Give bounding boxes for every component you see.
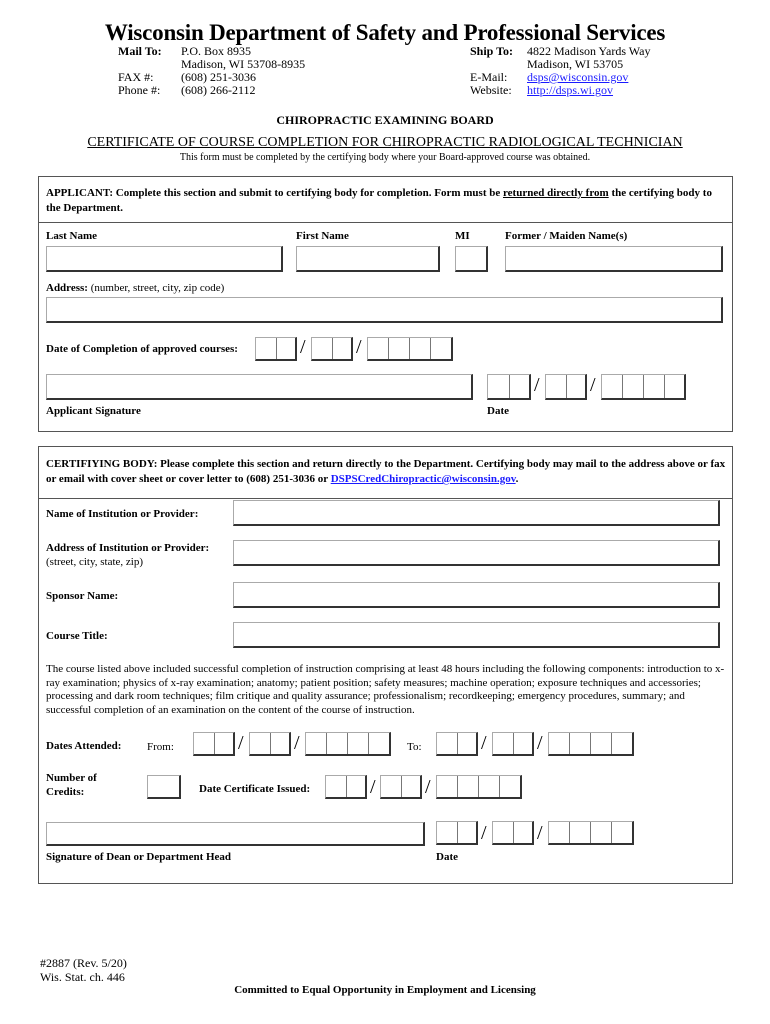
dean-signature-label: Signature of Dean or Department Head [46, 851, 232, 863]
institution-address-label: Address of Institution or Provider: [46, 542, 210, 554]
from-month-input[interactable] [193, 732, 235, 756]
first-name-input[interactable] [296, 246, 440, 272]
date-slash: / [481, 822, 487, 844]
from-label: From: [147, 741, 174, 753]
dates-attended-label: Dates Attended: [46, 740, 122, 752]
dean-date-day-input[interactable] [492, 821, 534, 845]
course-title-input[interactable] [233, 622, 720, 648]
date-slash: / [425, 776, 431, 798]
subtitle: This form must be completed by the certifying body where your Board-approved course was obtained. [179, 152, 591, 163]
institution-label: Name of Institution or Provider: [46, 508, 199, 520]
board-name: CHIROPRACTIC EXAMINING BOARD [276, 113, 494, 127]
mi-input[interactable] [455, 246, 488, 272]
statute: Wis. Stat. ch. 446 [40, 970, 125, 984]
dean-signature-input[interactable] [46, 822, 425, 846]
applicant-date-label: Date [487, 405, 509, 417]
date-slash: / [370, 776, 376, 798]
applicant-instructions: APPLICANT: Complete this section and submit to certifying body for completion. Form must be returned directly from the certifying body to the Department. [46, 187, 712, 214]
dean-date-year-input[interactable] [548, 821, 634, 845]
ship-to-line1: 4822 Madison Yards Way [527, 44, 651, 58]
date-slash: / [534, 374, 540, 396]
mail-to-line1: P.O. Box 8935 [181, 44, 252, 58]
ship-to-line2: Madison, WI 53705 [527, 57, 624, 71]
address-input[interactable] [46, 297, 723, 323]
applicant-signature-label: Applicant Signature [46, 405, 141, 417]
sponsor-label: Sponsor Name: [46, 590, 119, 602]
credits-input[interactable] [147, 775, 181, 799]
address-label-group: Address: (number, street, city, zip code) [46, 282, 225, 294]
ship-to-label: Ship To: [470, 44, 514, 58]
last-name-input[interactable] [46, 246, 283, 272]
page-title: Wisconsin Department of Safety and Professional Services [104, 20, 666, 45]
date-slash: / [300, 336, 306, 358]
institution-address-hint: (street, city, state, zip) [46, 556, 144, 568]
to-month-input[interactable] [436, 732, 478, 756]
former-name-label: Former / Maiden Name(s) [505, 230, 628, 242]
website-link[interactable]: http://dsps.wi.gov [527, 83, 614, 97]
mail-to-label: Mail To: [118, 44, 162, 58]
certifying-email-link[interactable]: DSPSCredChiropractic@wisconsin.gov [330, 473, 516, 485]
fax-value: (608) 251-3036 [181, 70, 256, 84]
to-year-input[interactable] [548, 732, 634, 756]
fax-label: FAX #: [118, 70, 154, 84]
institution-input[interactable] [233, 500, 720, 526]
phone-value: (608) 266-2112 [181, 83, 256, 97]
date-slash: / [356, 336, 362, 358]
applicant-date-month-input[interactable] [487, 374, 531, 400]
date-slash: / [537, 732, 543, 754]
issued-month-input[interactable] [325, 775, 367, 799]
certifying-instructions: CERTIFIYING BODY: Please complete this section and return directly to the Department. Certifying body may mail to the address above or fax or email with cover sheet or cover letter to (608) 251-3036 or DSPSCredChiropractic@wisconsin.gov. [46, 458, 726, 485]
date-issued-label: Date Certificate Issued: [199, 783, 311, 795]
course-description: The course listed above included successful completion of instruction comprising at least 48 hours including the following components: introduction to x-ray examination; physics of x-ray examination; anatomy; patient position; safety measures; machine operation; exposure techniques and accessories; processing and dark room techniques; film critique and quality assurance; professionalism; recordkeeping; emergency procedures, summary; and successful completion of an examination on the content of the course of instruction. [46, 663, 725, 716]
completion-month-input[interactable] [255, 337, 297, 361]
phone-label: Phone #: [118, 83, 161, 97]
completion-date-label: Date of Completion of approved courses: [46, 343, 238, 355]
former-name-input[interactable] [505, 246, 723, 272]
equal-opportunity-statement: Committed to Equal Opportunity in Employment and Licensing [234, 984, 536, 996]
applicant-date-year-input[interactable] [601, 374, 686, 400]
credits-label-2: Credits: [46, 786, 85, 798]
institution-address-input[interactable] [233, 540, 720, 566]
first-name-label: First Name [296, 230, 349, 242]
email-link[interactable]: dsps@wisconsin.gov [527, 70, 629, 84]
applicant-date-day-input[interactable] [545, 374, 587, 400]
website-label: Website: [470, 83, 512, 97]
course-title-label: Course Title: [46, 630, 108, 642]
date-slash: / [238, 732, 244, 754]
to-label: To: [407, 741, 422, 753]
date-slash: / [481, 732, 487, 754]
form-number: #2887 (Rev. 5/20) [40, 956, 127, 970]
from-year-input[interactable] [305, 732, 391, 756]
email-label: E-Mail: [470, 70, 508, 84]
date-slash: / [294, 732, 300, 754]
credits-label-1: Number of [46, 772, 97, 784]
sponsor-input[interactable] [233, 582, 720, 608]
issued-year-input[interactable] [436, 775, 522, 799]
issued-day-input[interactable] [380, 775, 422, 799]
certificate-title: CERTIFICATE OF COURSE COMPLETION FOR CHIROPRACTIC RADIOLOGICAL TECHNICIAN [87, 135, 683, 150]
mail-to-line2: Madison, WI 53708-8935 [181, 57, 306, 71]
completion-day-input[interactable] [311, 337, 353, 361]
applicant-signature-input[interactable] [46, 374, 473, 400]
date-slash: / [537, 822, 543, 844]
last-name-label: Last Name [46, 230, 98, 242]
completion-year-input[interactable] [367, 337, 453, 361]
mi-label: MI [455, 230, 470, 242]
date-slash: / [590, 374, 596, 396]
dean-date-month-input[interactable] [436, 821, 478, 845]
from-day-input[interactable] [249, 732, 291, 756]
dean-date-label: Date [436, 851, 458, 863]
to-day-input[interactable] [492, 732, 534, 756]
